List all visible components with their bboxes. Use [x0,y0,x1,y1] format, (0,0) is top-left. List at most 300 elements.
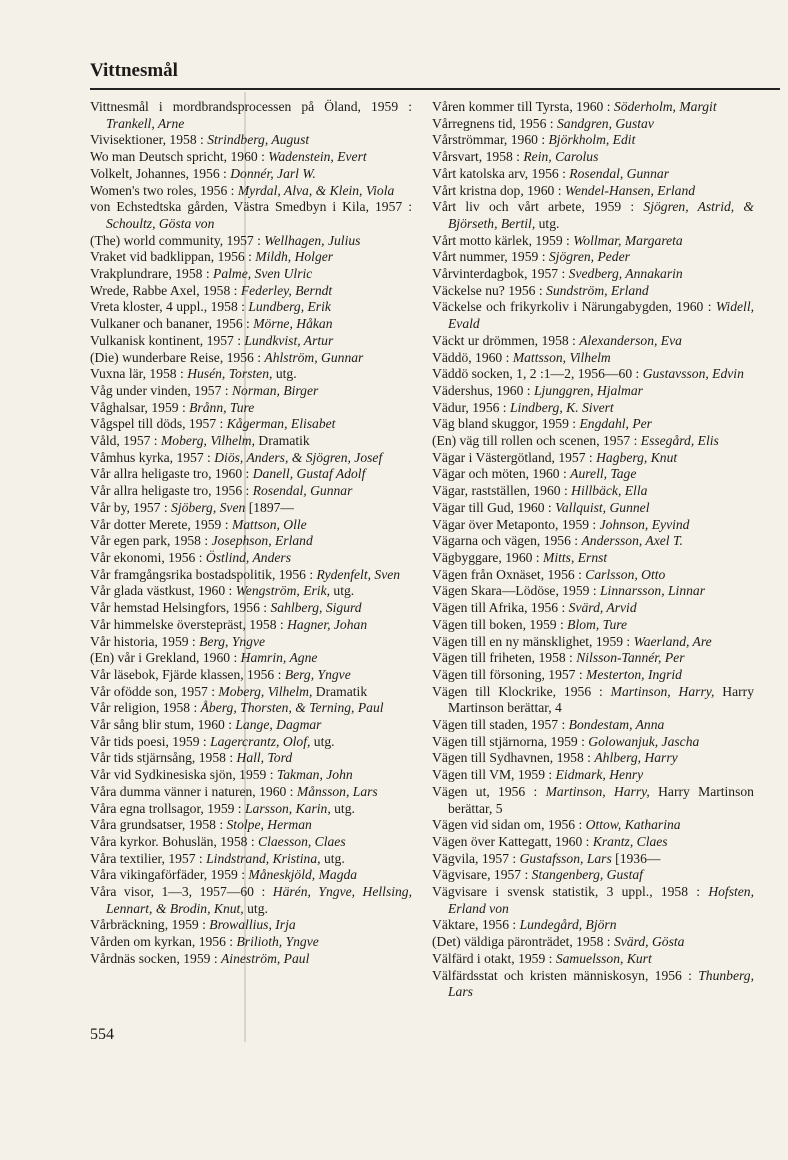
index-entry [90,617,412,634]
entry-title: Väckelse och frikyrkoliv i Närungabygden, 1960 : [432,299,716,315]
entry-author: Martinson, Harry, [610,683,715,699]
index-entry [432,734,754,751]
index-entry [432,149,754,166]
entry-title: Vägen till friheten, 1958 : [432,650,577,666]
entry-author: Gustafsson, Lars [519,850,612,866]
index-entry [90,951,412,968]
index-entry [432,968,754,1001]
entry-author: Söderholm, Margit [613,99,717,114]
entry-title: Vägen till Sydhavnen, 1958 : [432,750,595,766]
entry-title: Vården om kyrkan, 1956 : [90,934,237,950]
entry-title: Vägen till boken, 1959 : [432,616,568,632]
entry-author: Mörne, Håkan [253,316,333,332]
entry-author: Linnarsson, Linnar [600,583,706,599]
entry-author: Hagberg, Knut [596,449,678,465]
entry-author: Essegård, Elis [640,433,719,449]
index-entry [432,684,754,717]
index-entry [432,299,754,332]
entry-title: Vulkanisk kontinent, 1957 : [90,332,245,348]
entry-title: von Echstedtska gården, Västra Smedbyn i Kila, 1957 : [90,199,412,215]
index-entry [432,116,754,133]
index-entry [90,600,412,617]
entry-title: Vägvisare i svensk statistik, 3 uppl., 1958 : [432,884,709,900]
index-entry [432,350,754,367]
entry-title: Vårströmmar, 1960 : [432,132,549,148]
entry-author: Samuelsson, Kurt [555,950,652,966]
index-entry [90,634,412,651]
entry-author: Brånn, Ture [189,399,255,415]
entry-title: Vägen till VM, 1959 : [432,767,556,783]
index-entry [432,917,754,934]
entry-title: Vägen från Oxnäset, 1956 : [432,566,586,582]
index-entry [432,517,754,534]
entry-title: Vägen Skara—Lödöse, 1959 : [432,583,600,599]
index-entry [432,333,754,350]
entry-title: Vägen ut, 1956 : [432,783,546,799]
index-entry [90,583,412,600]
entry-title: Väddö, 1960 : [432,349,513,365]
entry-author: Sandgren, Gustav [556,115,654,131]
entry-title: Vägarna och vägen, 1956 : [432,533,582,549]
entry-author: Gustavsson, Edvin [642,366,744,382]
entry-author: Wendel-Hansen, Erland [564,182,696,198]
entry-author: Lundegård, Björn [519,917,617,933]
index-entry [432,750,754,767]
entry-author: Wollmar, Margareta [573,232,683,248]
index-entry [90,350,412,367]
index-entry [90,650,412,667]
entry-author: Sjöberg, Sven [171,499,246,515]
entry-author: Josephson, Erland [211,533,313,549]
entry-title: Våra dumma vänner i naturen, 1960 : [90,783,297,799]
entry-title: Våra visor, 1—3, 1957—60 : [90,884,273,900]
index-entry [90,717,412,734]
entry-author: Krantz, Claes [592,833,668,849]
entry-title: Wrede, Rabbe Axel, 1958 : [90,282,241,298]
entry-note: utg. [243,900,268,916]
entry-title: Vägen vid sidan om, 1956 : [432,817,586,833]
entry-author: Mesterton, Ingrid [586,666,682,682]
index-entry [432,550,754,567]
index-entry [432,199,754,232]
entry-title: Väckelse nu? 1956 : [432,282,547,298]
entry-author: Härén, Yngve, Hellsing, Lennart, & Brodin, Knut, [106,884,413,916]
entry-author: Lundberg, Erik [248,299,331,315]
entry-title: (En) väg till rollen och scenen, 1957 : [432,433,641,449]
index-entry [432,650,754,667]
entry-author: Norman, Birger [231,382,319,398]
index-entry [90,517,412,534]
entry-author: Kågerman, Elisabet [226,416,336,432]
entry-author: Donnér, Jarl W. [230,165,316,181]
index-entry [90,934,412,951]
entry-title: Vägar över Metaponto, 1959 : [432,516,600,532]
entry-author: Palme, Sven Ulric [213,266,313,282]
entry-title: (The) world community, 1957 : [90,232,265,248]
entry-title: Välfärdsstat och kristen människosyn, 1956 : [432,967,699,983]
entry-author: Sjögren, Astrid, & Björseth, Bertil, [448,199,754,231]
index-entry [90,166,412,183]
entry-title: Väckt ur drömmen, 1958 : [432,332,580,348]
entry-author: Aineström, Paul [221,950,310,966]
index-entry [90,283,412,300]
index-entry [90,567,412,584]
running-head: Vittnesmål [90,60,178,81]
entry-note: utg. [330,800,355,816]
entry-title: Vädur, 1956 : [432,399,510,415]
index-entry [432,450,754,467]
entry-title: Våra textilier, 1957 : [90,850,207,866]
right-column [432,99,754,1001]
entry-title: Våra grundsatser, 1958 : [90,817,227,833]
index-entry [432,851,754,868]
entry-title: Vårbräckning, 1959 : [90,917,210,933]
entry-author: Rosendal, Gunnar [569,165,669,181]
index-entry [432,634,754,651]
entry-note: utg. [320,850,345,866]
index-entry [90,466,412,483]
entry-title: Vår läsebok, Fjärde klassen, 1956 : [90,666,285,682]
entry-author: Takman, John [276,767,353,783]
index-entry [432,132,754,149]
entry-author: Vallquist, Gunnel [555,499,650,515]
entry-author: Nilsson-Tannér, Per [576,650,685,666]
index-entry [432,934,754,951]
entry-author: Diös, Anders, & Sjögren, Josef [214,449,383,465]
entry-title: Volkelt, Johannes, 1956 : [90,165,231,181]
entry-author: Mitts, Ernst [543,549,608,565]
index-entry [432,567,754,584]
entry-author: Golowanjuk, Jascha [588,733,700,749]
entry-title: Vår allra heligaste tro, 1960 : [90,466,253,482]
index-entry [90,149,412,166]
entry-title: Vuxna lär, 1958 : [90,366,188,382]
entry-title: Vägen till försoning, 1957 : [432,666,587,682]
entry-author: Ljunggren, Hjalmar [533,382,643,398]
entry-author: Waerland, Are [633,633,712,649]
entry-title: Vreta kloster, 4 uppl., 1958 : [90,299,249,315]
index-entry [90,867,412,884]
entry-note: [1936— [611,850,661,866]
entry-author: Alexanderson, Eva [579,332,682,348]
entry-author: Johnson, Eyvind [599,516,690,532]
entry-title: (En) vår i Grekland, 1960 : [90,650,241,666]
entry-title: Wo man Deutsch spricht, 1960 : [90,149,269,165]
entry-author: Östlind, Anders [205,549,291,565]
entry-author: Federley, Berndt [240,282,333,298]
entry-title: (Die) wunderbare Reise, 1956 : [90,349,265,365]
index-entry [90,767,412,784]
entry-title: Vägen till en ny mänsklighet, 1959 : [432,633,634,649]
index-entry [432,667,754,684]
index-entry [90,450,412,467]
header-rule [90,88,780,90]
index-entry [432,500,754,517]
entry-title: Vägar till Gud, 1960 : [432,499,556,515]
entry-author: Moberg, Vilhelm, [160,433,255,449]
entry-title: Våghalsar, 1959 : [90,399,190,415]
entry-author: Hagner, Johan [287,616,368,632]
entry-note: Harry Martinson berättar, 5 [448,783,754,816]
index-entry [90,132,412,149]
entry-title: Våra egna trollsagor, 1959 : [90,800,245,816]
entry-title: Vraket vid badklippan, 1956 : [90,249,256,265]
left-column [90,99,412,968]
entry-title: Vår tids stjärnsång, 1958 : [90,750,237,766]
index-entry [90,884,412,917]
index-entry [90,249,412,266]
index-entry [90,99,412,132]
index-entry [90,500,412,517]
index-entry [432,784,754,817]
index-entry [90,400,412,417]
index-entry [432,466,754,483]
entry-title: Vår hemstad Helsingfors, 1956 : [90,600,271,616]
index-entry [90,299,412,316]
entry-author: Engdahl, Per [579,416,652,432]
index-entry [432,400,754,417]
index-entry [432,817,754,834]
entry-author: Sjögren, Peder [548,249,630,265]
entry-note: Dramatik [312,683,368,699]
entry-author: Stolpe, Herman [226,817,312,833]
entry-author: Martinson, Harry, [545,783,650,799]
entry-author: Myrdal, Alva, & Klein, Viola [237,182,395,198]
entry-author: Lindberg, K. Sivert [510,399,614,415]
entry-title: Vägbyggare, 1960 : [432,549,543,565]
entry-title: Våra kyrkor. Bohuslän, 1958 : [90,833,259,849]
entry-title: Vägen över Kattegatt, 1960 : [432,833,593,849]
entry-title: Vittnesmål i mordbrandsprocessen på Öland, 1959 : [90,99,412,114]
entry-title: Vårvinterdagbok, 1957 : [432,266,569,282]
index-entry [90,801,412,818]
entry-title: Vägen till Klockrike, 1956 : [432,683,611,699]
entry-title: Vårt nummer, 1959 : [432,249,549,265]
index-entry [432,416,754,433]
entry-title: Vägen till Afrika, 1956 : [432,600,569,616]
entry-author: Rydenfelt, Sven [316,566,401,582]
entry-author: Stangenberg, Gustaf [531,867,643,883]
entry-title: Vrakplundrare, 1958 : [90,266,214,282]
entry-title: Vårsvart, 1958 : [432,149,524,165]
entry-title: Vädershus, 1960 : [432,382,534,398]
entry-author: Sundström, Erland [546,282,649,298]
entry-author: Svedberg, Annakarin [568,266,683,282]
entry-author: Widell, Evald [448,299,754,332]
entry-author: Björkholm, Edit [548,132,636,148]
entry-title: Women's two roles, 1956 : [90,182,238,198]
index-entry [432,867,754,884]
index-entry [90,233,412,250]
entry-title: Vår vid Sydkinesiska sjön, 1959 : [90,767,277,783]
entry-title: Vår framgångsrika bostadspolitik, 1956 : [90,566,317,582]
entry-title: Våra vikingaförfäder, 1959 : [90,867,249,883]
index-entry [432,433,754,450]
entry-title: Vårdnäs socken, 1959 : [90,950,221,966]
entry-author: Mattson, Olle [231,516,307,532]
entry-title: Vår historia, 1959 : [90,633,200,649]
index-entry [90,817,412,834]
index-entry [432,717,754,734]
entry-author: Rein, Carolus [523,149,599,165]
entry-title: Vår ofödde son, 1957 : [90,683,219,699]
entry-title: Vägar i Västergötland, 1957 : [432,449,597,465]
index-entry [90,750,412,767]
entry-author: Husén, Torsten, [187,366,273,382]
entry-title: Vårt liv och vårt arbete, 1959 : [432,199,644,215]
entry-title: Vår glada västkust, 1960 : [90,583,236,599]
entry-author: Berg, Yngve [199,633,266,649]
index-entry [432,600,754,617]
entry-title: Våmhus kyrka, 1957 : [90,449,215,465]
index-entry [90,316,412,333]
index-entry [90,917,412,934]
index-entry [432,366,754,383]
entry-title: Välfärd i otakt, 1959 : [432,950,556,966]
entry-author: Hall, Tord [236,750,293,766]
entry-title: Vår by, 1957 : [90,499,172,515]
entry-note: utg. [330,583,355,599]
entry-title: Vår egen park, 1958 : [90,533,212,549]
index-entry [432,99,754,116]
index-entry [90,667,412,684]
index-entry [432,166,754,183]
entry-title: Vårt katolska arv, 1956 : [432,165,570,181]
entry-author: Hamrin, Agne [240,650,318,666]
entry-author: Brilioth, Yngve [236,934,319,950]
entry-title: Vår tids poesi, 1959 : [90,733,211,749]
entry-title: Vår dotter Merete, 1959 : [90,516,232,532]
index-entry [90,433,412,450]
entry-title: Vägvisare, 1957 : [432,867,532,883]
entry-author: Strindberg, August [207,132,310,148]
index-entry [432,617,754,634]
entry-author: Lagercrantz, Olof, [210,733,311,749]
entry-title: Vår ekonomi, 1956 : [90,549,206,565]
page-number: 554 [90,1026,114,1043]
entry-author: Lange, Dagmar [235,717,322,733]
entry-title: Väg bland skuggor, 1959 : [432,416,580,432]
entry-author: Thunberg, Lars [448,967,754,1000]
index-entry [90,266,412,283]
index-entry [90,333,412,350]
entry-author: Mildh, Holger [255,249,334,265]
entry-title: Vivisektioner, 1958 : [90,132,208,148]
entry-author: Åberg, Thorsten, & Terning, Paul [200,700,384,716]
entry-author: Rosendal, Gunnar [252,483,353,499]
index-entry [432,767,754,784]
entry-title: Vår religion, 1958 : [90,700,201,716]
index-entry [90,183,412,200]
index-entry [90,199,412,232]
entry-author: Mattsson, Vilhelm [512,349,611,365]
index-entry [90,684,412,701]
entry-author: Andersson, Axel T. [581,533,683,549]
index-entry [432,183,754,200]
entry-author: Aurell, Tage [570,466,637,482]
index-entry [432,483,754,500]
entry-note: [1897— [245,499,295,515]
entry-author: Danell, Gustaf Adolf [252,466,366,482]
entry-author: Hofsten, Erland von [448,884,754,916]
entry-note: utg. [310,733,335,749]
entry-title: (Det) väldiga päronträdet, 1958 : [432,934,614,950]
index-entry [432,583,754,600]
entry-title: Våld, 1957 : [90,433,161,449]
entry-author: Wellhagen, Julius [264,232,361,248]
entry-author: Månsson, Lars [296,783,378,799]
index-entry [432,233,754,250]
index-entry [90,834,412,851]
entry-title: Vårt motto kärlek, 1959 : [432,232,574,248]
index-entry [90,550,412,567]
entry-author: Wadenstein, Evert [268,149,367,165]
entry-author: Schoultz, Gösta von [106,215,215,231]
entry-title: Vägen till stjärnorna, 1959 : [432,733,589,749]
entry-title: Vågspel till döds, 1957 : [90,416,227,432]
entry-note: utg. [272,366,297,382]
entry-title: Väddö socken, 1, 2 :1—2, 1956—60 : [432,366,643,382]
index-entry [90,700,412,717]
entry-author: Ahlberg, Harry [594,750,678,766]
index-entry [90,416,412,433]
index-entry [432,266,754,283]
entry-author: Måneskjöld, Magda [248,867,358,883]
entry-author: Trankell, Arne [106,115,185,131]
entry-title: Vår himmelske överstepräst, 1958 : [90,616,288,632]
index-entry [90,366,412,383]
entry-title: Vårt kristna dop, 1960 : [432,182,565,198]
entry-author: Svärd, Gösta [613,934,685,950]
entry-title: Våren kommer till Tyrsta, 1960 : [432,99,614,114]
entry-title: Vår allra heligaste tro, 1956 : [90,483,253,499]
entry-author: Svärd, Arvid [568,600,637,616]
entry-author: Hillbäck, Ella [571,483,648,499]
entry-title: Vägar och möten, 1960 : [432,466,571,482]
entry-author: Lundkvist, Artur [244,332,334,348]
entry-author: Bondestam, Anna [568,717,665,733]
index-entry [90,784,412,801]
entry-note: utg. [535,215,560,231]
entry-title: Vårregnens tid, 1956 : [432,115,557,131]
entry-author: Sahlberg, Sigurd [270,600,362,616]
index-entry [432,249,754,266]
entry-title: Vulkaner och bananer, 1956 : [90,316,254,332]
index-entry [90,383,412,400]
entry-author: Claesson, Claes [258,833,346,849]
entry-title: Vägvila, 1957 : [432,850,520,866]
index-entry [432,383,754,400]
entry-note: Harry Martinson berättar, 4 [448,683,755,716]
entry-title: Våg under vinden, 1957 : [90,382,232,398]
entry-author: Eidmark, Henry [555,767,644,783]
entry-title: Vägen till staden, 1957 : [432,717,569,733]
entry-note: Dramatik [255,433,310,449]
index-entry [90,483,412,500]
entry-author: Carlsson, Otto [585,566,666,582]
entry-author: Ottow, Katharina [585,817,681,833]
entry-title: Vägar, rastställen, 1960 : [432,483,572,499]
index-entry [432,533,754,550]
entry-author: Blom, Ture [567,616,628,632]
entry-author: Wengström, Erik, [235,583,331,599]
index-entry [432,951,754,968]
index-entry [432,834,754,851]
entry-author: Browallius, Irja [209,917,296,933]
entry-author: Ahlström, Gunnar [264,349,364,365]
index-entry [90,533,412,550]
index-entry [90,851,412,868]
